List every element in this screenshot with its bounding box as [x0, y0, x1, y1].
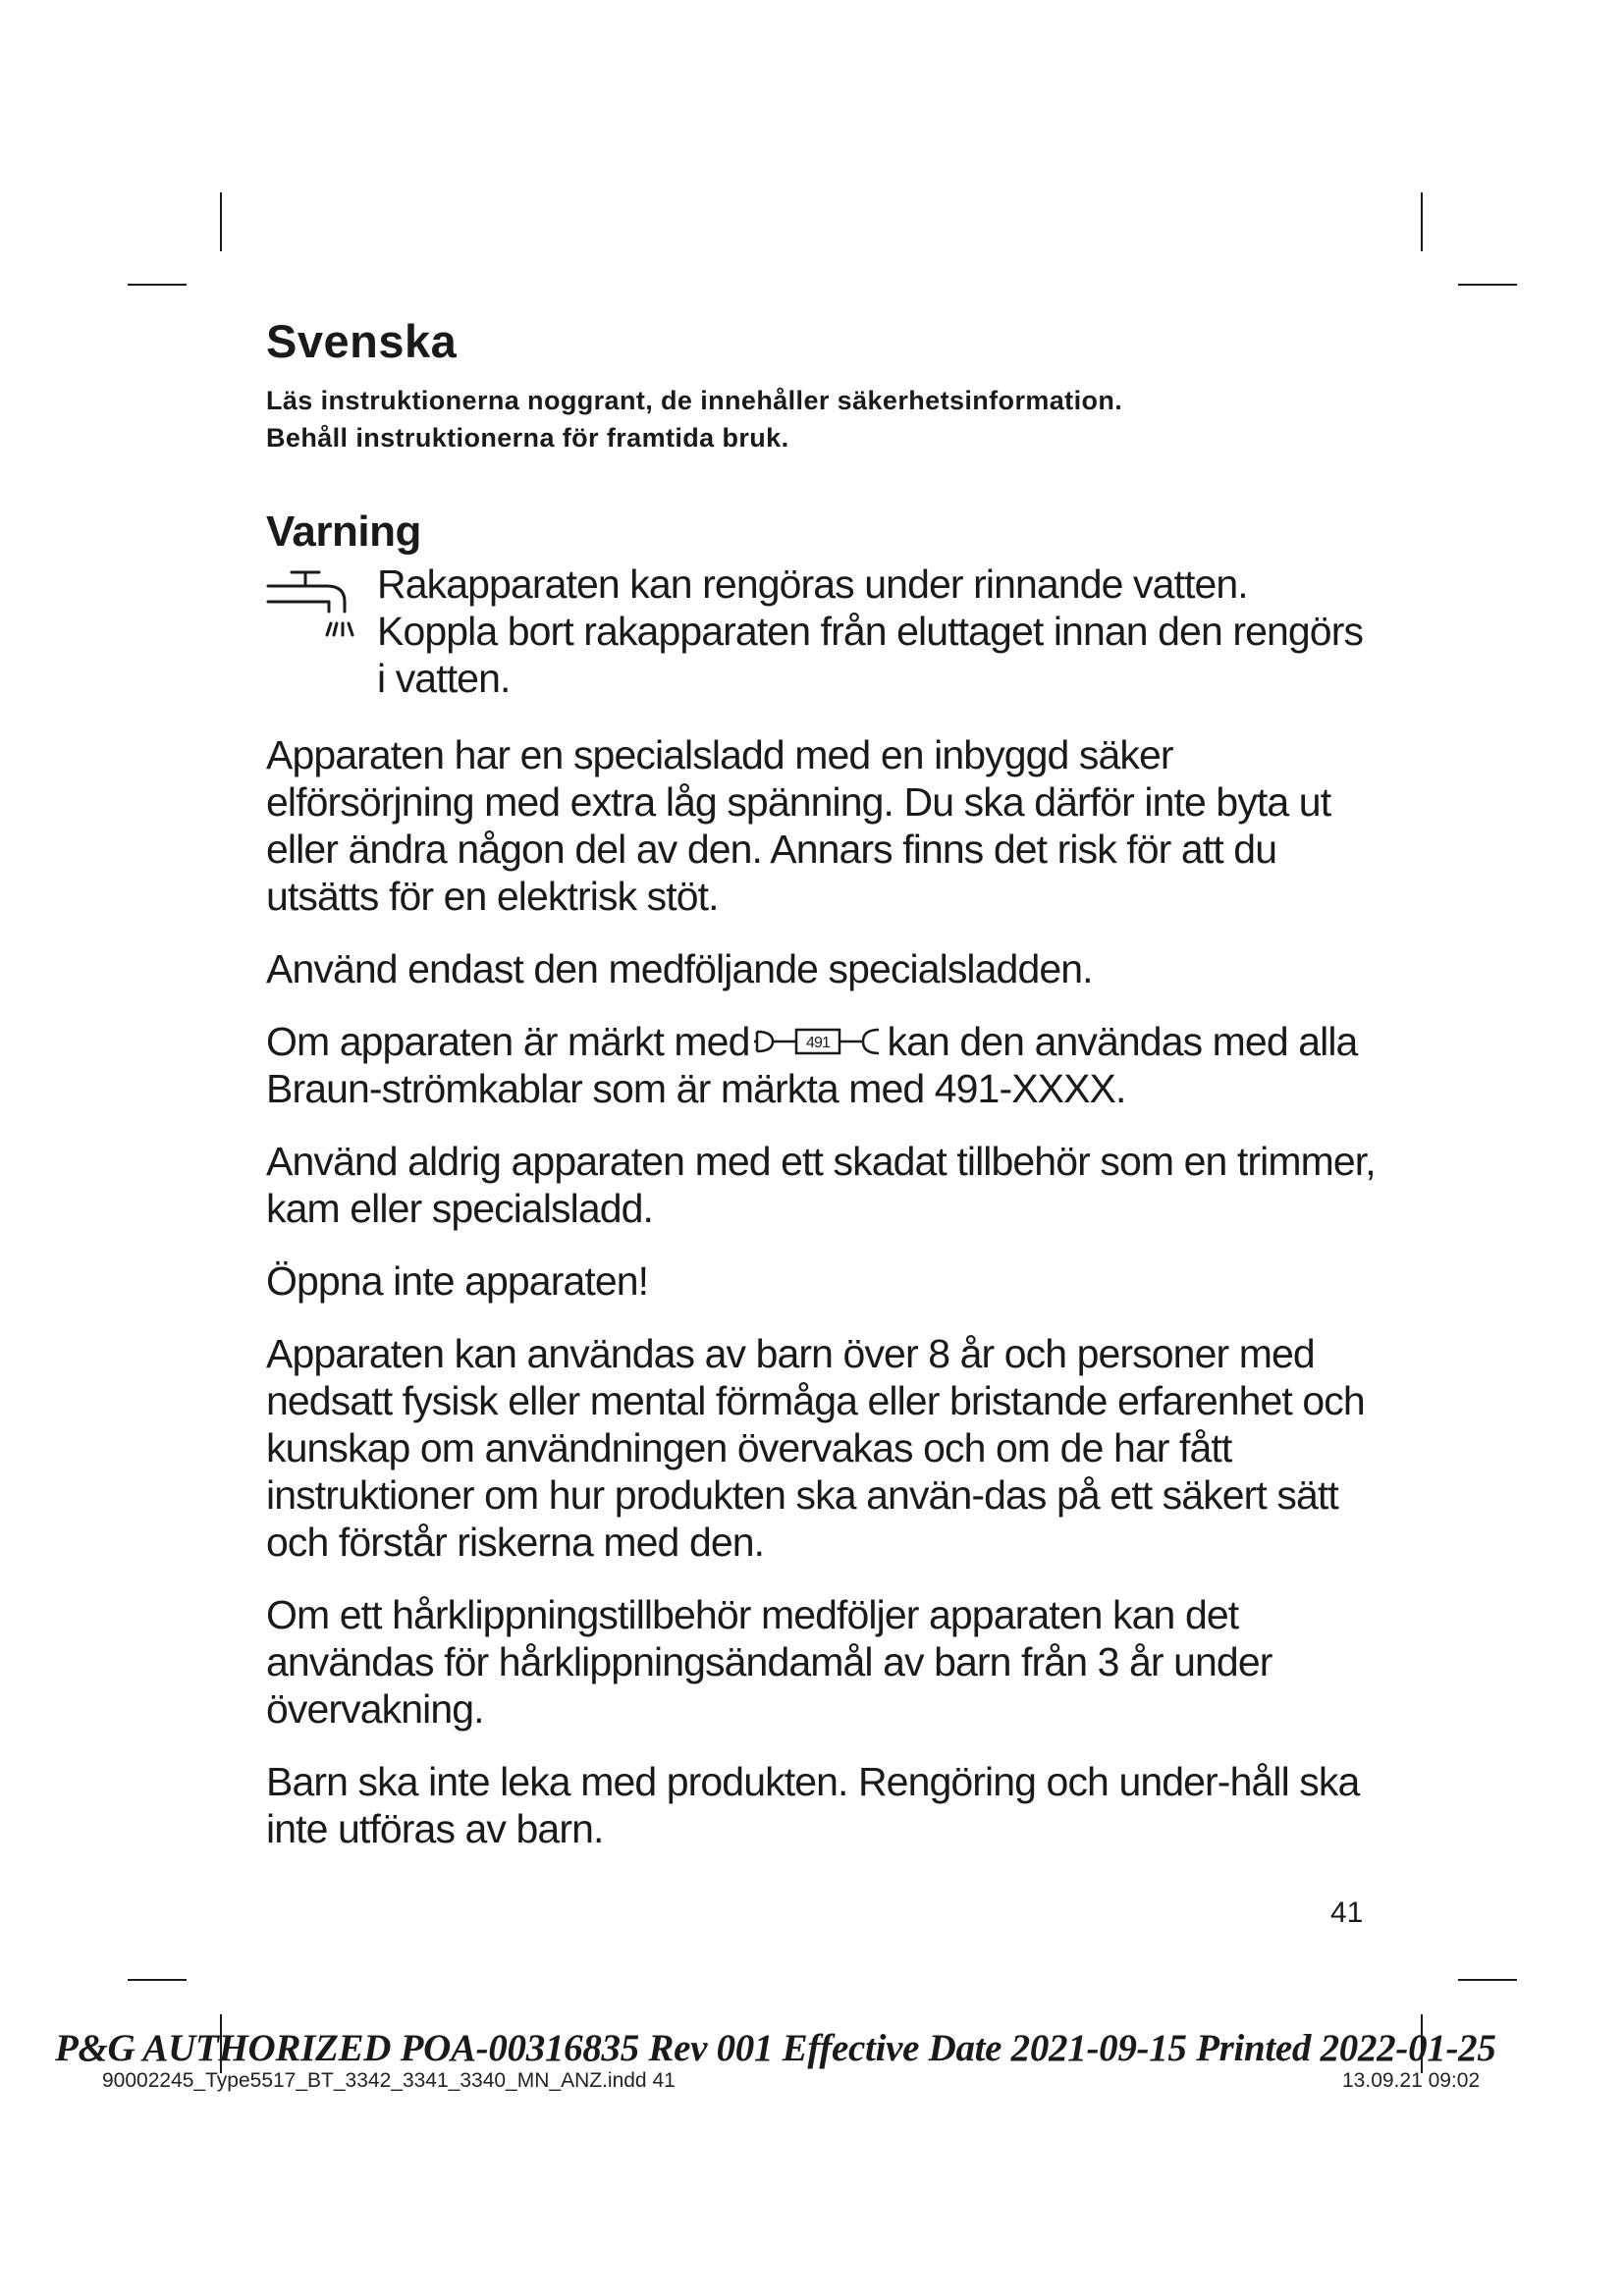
paragraph-children-supervision: Apparaten kan användas av barn över 8 år och personer med nedsatt fysisk eller mental förmåga eller bristande erfarenhet och kunskap om användningen övervakas och om de har fått instruktioner om hur produkten ska använ-das på ett säkert sätt och förstår riskerna med den.: [266, 1331, 1365, 1565]
subtitle-line-1: Läs instruktionerna noggrant, de innehåller säkerhetsinformation.: [266, 386, 1123, 415]
footer-file-name: 90002245_Type5517_BT_3342_3341_3340_MN_ANZ.indd 41: [102, 2069, 676, 2092]
paragraph-491-after: kan den användas med alla Braun-strömkablar som är märkta med 491-XXXX.: [266, 1019, 1358, 1111]
paragraph-children-play: Barn ska inte leka med produkten. Rengöring och under-håll ska inte utföras av barn.: [266, 1759, 1360, 1851]
paragraph-do-not-open: Öppna inte apparaten!: [266, 1258, 649, 1304]
paragraph-use-cord: Använd endast den medföljande specialsladden.: [266, 946, 1093, 991]
crop-mark-top-right-vertical: [1421, 192, 1423, 251]
footer-date: 13.09.21 09:02: [1342, 2069, 1481, 2092]
crop-mark-bottom-left-horizontal: [128, 1979, 187, 1981]
paragraph-491-marking: [266, 1018, 1376, 1112]
crop-mark-bottom-right-horizontal: [1458, 1979, 1517, 1981]
warning-text: Rakapparaten kan rengöras under rinnande vatten. Koppla bort rakapparaten från eluttaget innan den rengörs i vatten.: [377, 561, 1364, 701]
crop-mark-top-left-horizontal: [128, 284, 187, 286]
paragraph-power-supply: Apparaten har en specialsladd med en inbyggd säker elförsörjning med extra låg spänning. Du ska därför inte byta ut eller ändra någon del av den. Annars finns det risk för att du utsätts för en elektrisk stöt.: [266, 732, 1331, 919]
warning-block: [266, 561, 1376, 702]
paragraph-hair-clipping: Om ett hårklippningstillbehör medföljer apparaten kan det användas för hårklippningsändamål av barn från 3 år under övervakning.: [266, 1592, 1272, 1732]
page-content: [266, 314, 1376, 1878]
crop-mark-top-left-vertical: [220, 192, 222, 251]
page-number: 41: [1330, 1896, 1364, 1929]
paragraph-491-before: Om apparaten är märkt med: [266, 1019, 750, 1064]
plug-491-symbol-icon: [753, 1026, 883, 1057]
subtitle-line-2: Behåll instruktionerna för framtida bruk.: [266, 423, 789, 453]
plug-491-symbol-text: 491: [806, 1035, 831, 1052]
faucet-water-icon: [266, 566, 356, 645]
paragraph-damaged-accessory: Använd aldrig apparaten med ett skadat tillbehör som en trimmer, kam eller specialsladd.: [266, 1139, 1376, 1231]
page-title: Svenska: [266, 315, 458, 367]
warning-heading: Varning: [266, 507, 421, 556]
crop-mark-top-right-horizontal: [1458, 284, 1517, 286]
authorization-stamp: P&G AUTHORIZED POA-00316835 Rev 001 Effective Date 2021-09-15 Printed 2022-01-25: [55, 2027, 1496, 2069]
